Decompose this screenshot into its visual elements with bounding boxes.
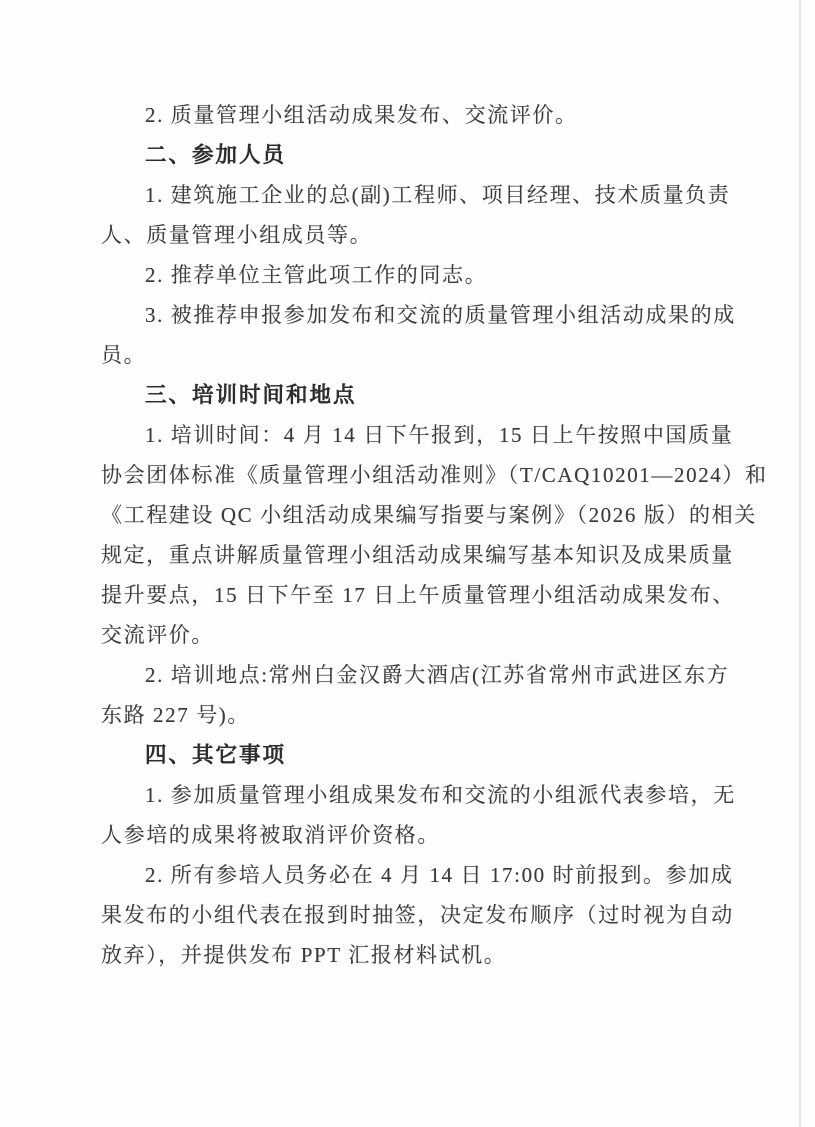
text-line: 交流评价。 xyxy=(101,623,214,647)
section-heading: 三、培训时间和地点 xyxy=(145,383,357,407)
scan-edge-line xyxy=(799,0,801,1127)
text-line: 提升要点，15 日下午至 17 日上午质量管理小组活动成果发布、 xyxy=(101,583,735,607)
text-line: 1. 参加质量管理小组成果发布和交流的小组派代表参培，无 xyxy=(145,783,736,807)
text-line: 2. 培训地点:常州白金汉爵大酒店(江苏省常州市武进区东方 xyxy=(145,663,730,687)
text-line: 2. 推荐单位主管此项工作的同志。 xyxy=(145,263,488,287)
section-heading: 二、参加人员 xyxy=(145,143,287,167)
section-heading: 四、其它事项 xyxy=(145,743,287,767)
text-line: 1. 培训时间：4 月 14 日下午报到，15 日上午按照中国质量 xyxy=(145,423,734,447)
text-line: 放弃），并提供发布 PPT 汇报材料试机。 xyxy=(101,943,507,967)
text-line: 《工程建设 QC 小组活动成果编写指要与案例》（2026 版）的相关 xyxy=(101,503,757,527)
text-line: 人、质量管理小组成员等。 xyxy=(101,223,373,247)
document-body xyxy=(101,95,768,975)
text-line: 2. 所有参培人员务必在 4 月 14 日 17:00 时前报到。参加成 xyxy=(145,863,734,887)
text-line: 规定，重点讲解质量管理小组活动成果编写基本知识及成果质量 xyxy=(101,543,734,567)
text-line: 1. 建筑施工企业的总(副)工程师、项目经理、技术质量负责 xyxy=(145,183,731,207)
text-line: 2. 质量管理小组活动成果发布、交流评价。 xyxy=(145,103,578,127)
text-line: 协会团体标准《质量管理小组活动准则》（T/CAQ10201—2024）和 xyxy=(101,463,768,487)
text-line: 员。 xyxy=(101,343,147,367)
text-line: 人参培的成果将被取消评价资格。 xyxy=(101,823,440,847)
text-line: 3. 被推荐申报参加发布和交流的质量管理小组活动成果的成 xyxy=(145,303,736,327)
text-line: 东路 227 号)。 xyxy=(101,703,250,727)
text-line: 果发布的小组代表在报到时抽签，决定发布顺序（过时视为自动 xyxy=(101,903,734,927)
